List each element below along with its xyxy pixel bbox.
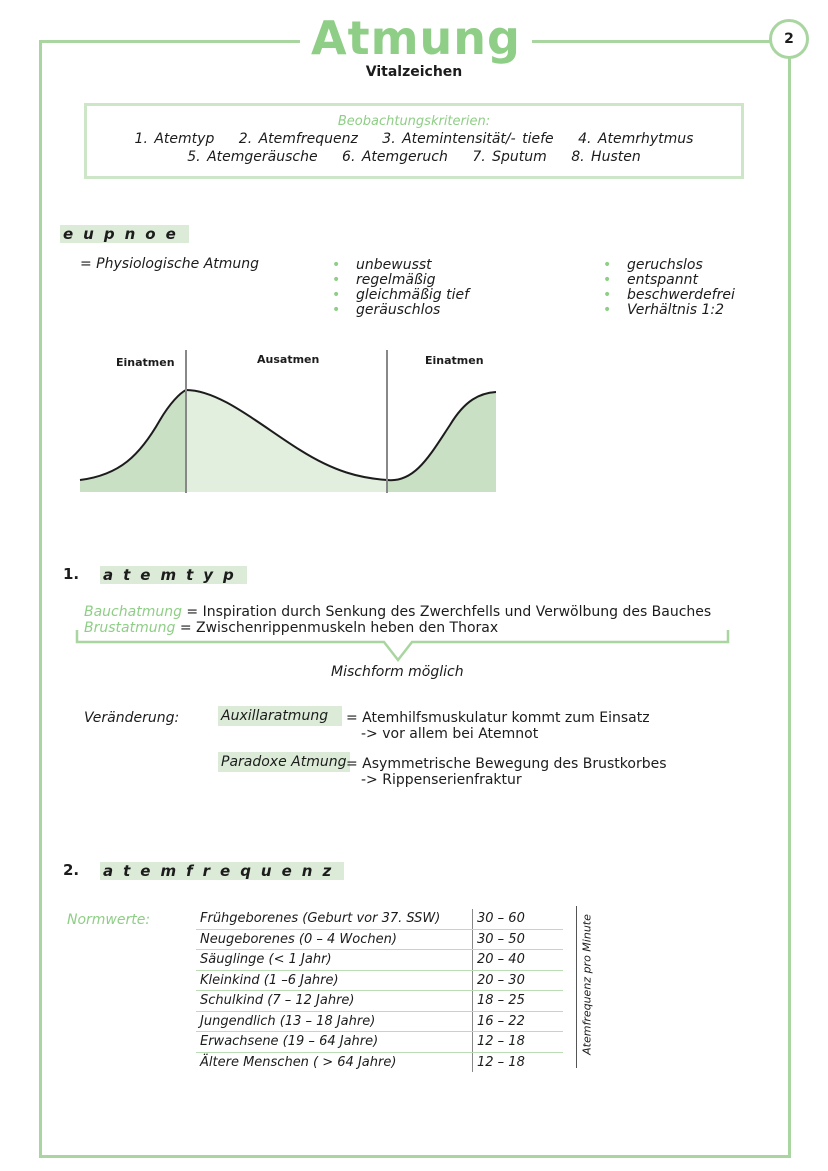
table-row <box>196 1011 563 1032</box>
list-item: • beschwerdefrei <box>603 288 735 303</box>
criteria-item: 2. Atemfrequenz <box>238 131 358 147</box>
eupnoe-heading-wrap <box>60 224 189 243</box>
atemtyp-number: 1. <box>63 565 80 583</box>
page-title: Atmung <box>311 11 521 65</box>
rate-value: 30 – 60 <box>473 909 564 929</box>
normwerte-table <box>196 909 563 1072</box>
atemfrequenz-number: 2. <box>63 861 80 879</box>
age-group: Erwachsene (19 – 64 Jahre) <box>196 1032 473 1053</box>
label-einatmen-1: Einatmen <box>116 356 175 369</box>
criteria-item: 3. Atemintensität/- tiefe <box>382 131 554 147</box>
table-row <box>196 950 563 971</box>
eupnoe-heading: eupnoe <box>60 225 189 243</box>
criteria-item: 8. Husten <box>571 149 641 165</box>
age-group: Frühgeborenes (Geburt vor 37. SSW) <box>196 909 473 929</box>
criteria-box <box>84 103 744 179</box>
age-group: Schulkind (7 – 12 Jahre) <box>196 991 473 1012</box>
atemtyp-heading-wrap <box>100 565 247 584</box>
brustatmung-term: Brustatmung <box>84 620 176 636</box>
mischform-text: Mischform möglich <box>331 664 464 680</box>
table-row <box>196 991 563 1012</box>
axis-label: Atemfrequenz pro Minute <box>580 914 594 1055</box>
table-row <box>196 909 563 929</box>
table-row <box>196 1032 563 1053</box>
age-group: Neugeborenes (0 – 4 Wochen) <box>196 929 473 950</box>
list-item: • geräuschlos <box>332 303 469 318</box>
page-subtitle: Vitalzeichen <box>365 64 463 80</box>
table-row <box>196 929 563 950</box>
normwerte-label: Normwerte: <box>67 912 151 928</box>
axis-divider <box>576 906 577 1068</box>
rate-value: 30 – 50 <box>473 929 564 950</box>
criteria-row-1 <box>87 131 741 147</box>
atemfrequenz-heading-wrap <box>100 861 344 880</box>
atemfrequenz-heading: atemfrequenz <box>100 862 344 880</box>
eupnoe-list-2 <box>603 258 735 318</box>
list-item: • regelmäßig <box>332 273 469 288</box>
auxillaratmung-definition: = Atemhilfsmuskulatur kommt zum Einsatz <box>346 710 650 726</box>
paradoxe-definition: = Asymmetrische Bewegung des Brustkorbes <box>346 756 667 772</box>
list-item: • entspannt <box>603 273 735 288</box>
veraenderung-label: Veränderung: <box>84 710 180 726</box>
eupnoe-definition: = Physiologische Atmung <box>80 256 260 272</box>
age-group: Kleinkind (1 –6 Jahre) <box>196 970 473 991</box>
list-item: • geruchslos <box>603 258 735 273</box>
list-item: • gleichmäßig tief <box>332 288 469 303</box>
title-block <box>300 10 532 70</box>
auxillaratmung-term-wrap <box>218 708 342 724</box>
rate-value: 12 – 18 <box>473 1052 564 1072</box>
atemtyp-heading: atemtyp <box>100 566 247 584</box>
bauchatmung-definition: = Inspiration durch Senkung des Zwerchfells und Verwölbung des Bauches <box>186 604 712 620</box>
rate-value: 18 – 25 <box>473 991 564 1012</box>
auxillaratmung-term: Auxillaratmung <box>218 706 342 726</box>
paradoxe-term: Paradoxe Atmung <box>218 752 350 772</box>
auxillaratmung-note: -> vor allem bei Atemnot <box>361 726 539 742</box>
list-item: • unbewusst <box>332 258 469 273</box>
rate-value: 20 – 30 <box>473 970 564 991</box>
age-group: Ältere Menschen ( > 64 Jahre) <box>200 1054 397 1070</box>
eupnoe-list-1 <box>332 258 469 318</box>
brace-mischform <box>74 628 734 668</box>
page-number: 2 <box>769 19 809 59</box>
bauchatmung-line <box>84 604 711 620</box>
criteria-item: 1. Atemtyp <box>134 131 215 147</box>
label-einatmen-2: Einatmen <box>425 354 484 367</box>
rate-value: 16 – 22 <box>473 1011 564 1032</box>
age-group: Jungendlich (13 – 18 Jahre) <box>196 1011 473 1032</box>
criteria-item: 7. Sputum <box>472 149 547 165</box>
bauchatmung-term: Bauchatmung <box>84 604 182 620</box>
brustatmung-definition: = Zwischenrippenmuskeln heben den Thorax <box>179 620 499 636</box>
paradoxe-term-wrap <box>218 754 350 770</box>
criteria-heading: Beobachtungskriterien: <box>337 114 491 129</box>
criteria-row-2 <box>87 149 741 165</box>
rate-value: 20 – 40 <box>473 950 564 971</box>
table-row <box>196 970 563 991</box>
rate-value: 12 – 18 <box>473 1032 564 1053</box>
list-item: • Verhältnis 1:2 <box>603 303 735 318</box>
criteria-item: 6. Atemgeruch <box>342 149 448 165</box>
age-group: Säuglinge (< 1 Jahr) <box>196 950 473 971</box>
table-row <box>196 1052 563 1072</box>
breathing-curve-chart <box>70 345 520 505</box>
criteria-item: 4. Atemrhytmus <box>578 131 694 147</box>
label-ausatmen: Ausatmen <box>257 353 320 366</box>
criteria-item: 5. Atemgeräusche <box>187 149 318 165</box>
paradoxe-note: -> Rippenserienfraktur <box>361 772 522 788</box>
